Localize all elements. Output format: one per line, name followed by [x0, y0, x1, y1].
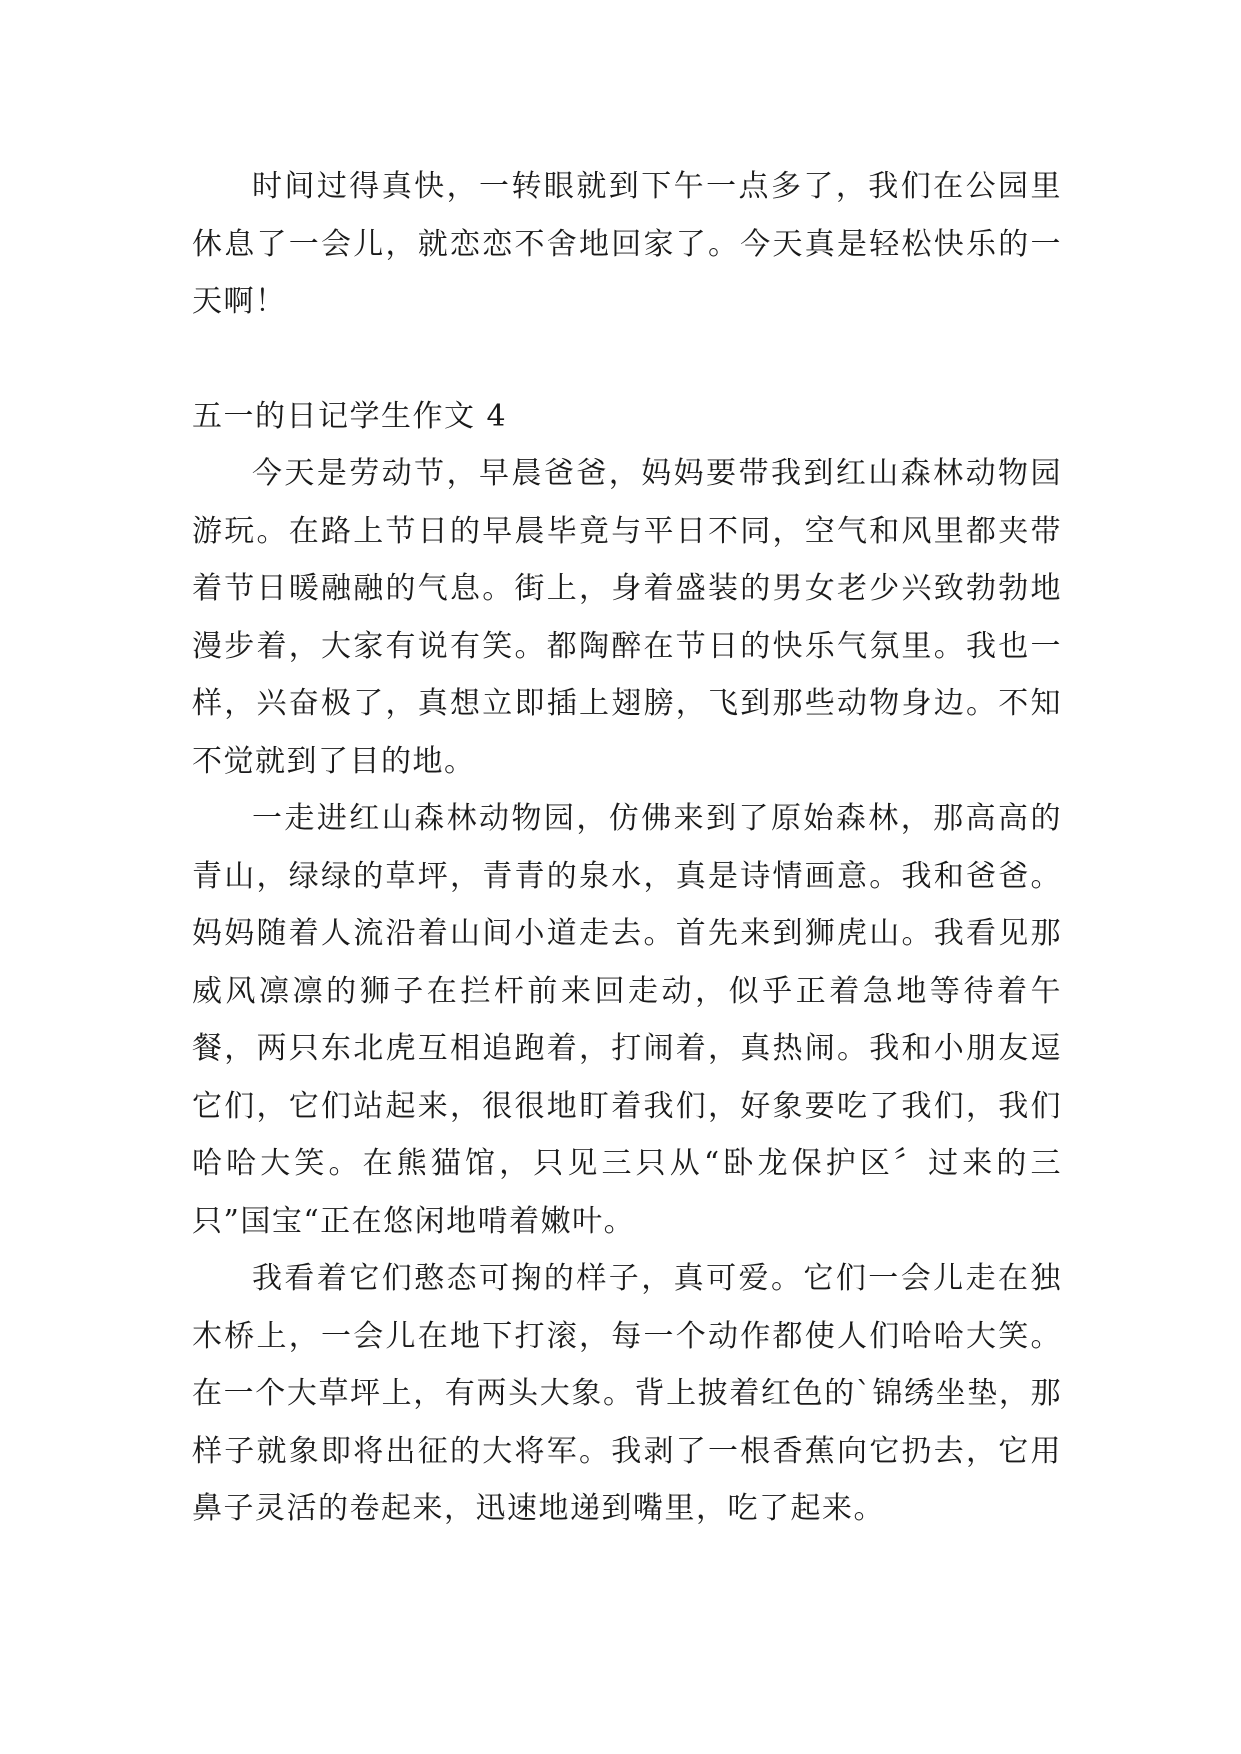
document-body	[192, 158, 1062, 1538]
paragraph-pandas-and-elephants: 我看着它们憨态可掬的样子，真可爱。它们一会儿走在独木桥上，一会儿在地下打滚，每一个动作都使人们哈哈大笑。在一个大草坪上，有两头大象。背上披着红色的`锦绣坐垫，那样子就象即将出征的大将军。我剥了一根香蕉向它扔去，它用鼻子灵活的卷起来，迅速地递到嘴里，吃了起来。	[192, 1261, 1062, 1526]
paragraph-closing-previous-entry: 时间过得真快，一转眼就到下午一点多了，我们在公园里休息了一会儿，就恋恋不舍地回家了。今天真是轻松快乐的一天啊！	[192, 169, 1062, 319]
paragraph-entering-zoo: 一走进红山森林动物园，仿佛来到了原始森林，那高高的青山，绿绿的草坪，青青的泉水，真是诗情画意。我和爸爸。妈妈随着人流沿着山间小道走去。首先来到狮虎山。我看见那威风凛凛的狮子在拦杆前来回走动，似乎正着急地等待着午餐，两只东北虎互相追跑着，打闹着，真热闹。我和小朋友逗它们，它们站起来，很很地盯着我们，好象要吃了我们，我们哈哈大笑。在熊猫馆，只见三只从“卧龙保护区〞过来的三只”国宝“正在悠闲地啃着嫩叶。	[192, 801, 1062, 1239]
paragraph-labor-day-morning: 今天是劳动节，早晨爸爸，妈妈要带我到红山森林动物园游玩。在路上节日的早晨毕竟与平日不同，空气和风里都夹带着节日暖融融的气息。街上，身着盛装的男女老少兴致勃勃地漫步着，大家有说有笑。都陶醉在节日的快乐气氛里。我也一样，兴奋极了，真想立即插上翅膀，飞到那些动物身边。不知不觉就到了目的地。	[192, 456, 1062, 779]
section-title: 五一的日记学生作文 4	[192, 398, 508, 434]
